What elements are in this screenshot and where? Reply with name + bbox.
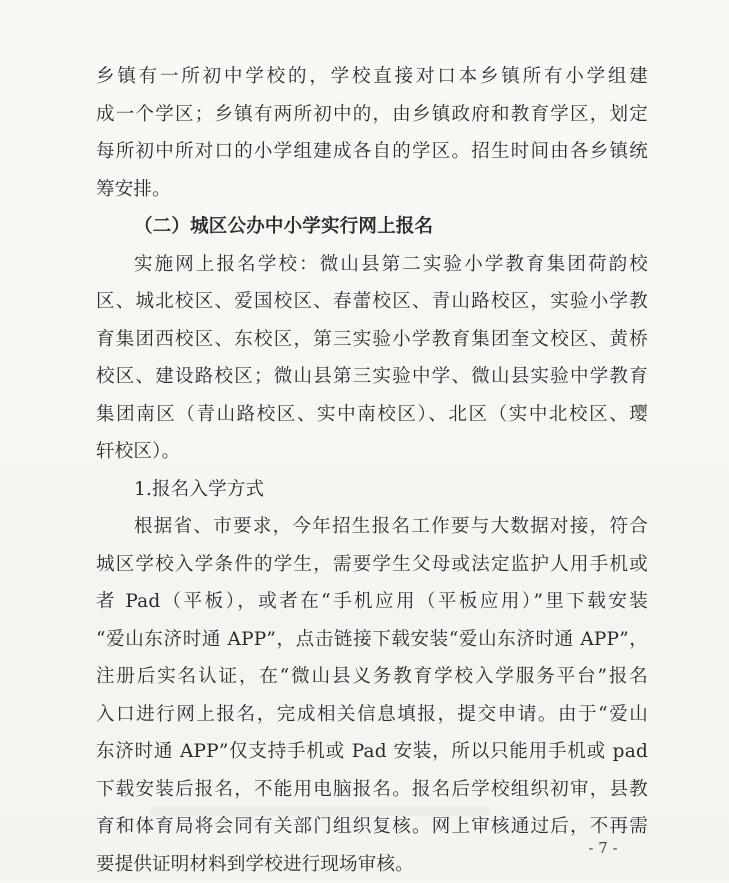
body-line-2: 成一个学区；乡镇有两所初中的，由乡镇政府和教育学区，划定: [96, 96, 648, 134]
body-line-8: 育集团西校区、东校区，第三实验小学教育集团奎文校区、黄桥: [96, 321, 648, 359]
body-line-9: 校区、建设路校区；微山县第三实验中学、微山县实验中学教育: [96, 358, 648, 396]
body-line-10: 集团南区（青山路校区、实中南校区）、北区（实中北校区、璎: [96, 396, 648, 434]
document-body: [96, 58, 648, 883]
section-heading: （二）城区公办中小学实行网上报名: [96, 208, 648, 246]
body-line-18: 入口进行网上报名，完成相关信息填报，提交申请。由于“爱山: [96, 696, 648, 734]
body-line-15: 者 Pad（平板），或者在“手机应用（平板应用）”里下载安装: [96, 583, 648, 621]
scan-artifact: [150, 806, 490, 816]
subsection-heading: 1.报名入学方式: [96, 471, 648, 509]
body-line-4: 筹安排。: [96, 171, 648, 209]
body-line-20: 下载安装后报名，不能用电脑报名。报名后学校组织初审，县教: [96, 771, 648, 809]
page-number: - 7 -: [578, 839, 628, 857]
body-line-16: “爱山东济时通 APP”，点击链接下载安装“爱山东济时通 APP”，: [96, 621, 648, 659]
body-line-19: 东济时通 APP”仅支持手机或 Pad 安装，所以只能用手机或 pad: [96, 733, 648, 771]
body-line-13: 根据省、市要求，今年招生报名工作要与大数据对接，符合: [96, 508, 648, 546]
body-line-21: 育和体育局将会同有关部门组织复核。网上审核通过后，不再需: [96, 808, 648, 846]
body-line-1: 乡镇有一所初中学校的，学校直接对口本乡镇所有小学组建: [96, 58, 648, 96]
body-line-17: 注册后实名认证，在“微山县义务教育学校入学服务平台”报名: [96, 658, 648, 696]
body-line-11: 轩校区）。: [96, 433, 648, 471]
body-line-7: 区、城北校区、爱国校区、春蕾校区、青山路校区，实验小学教: [96, 283, 648, 321]
body-line-22: 要提供证明材料到学校进行现场审核。: [96, 846, 648, 883]
body-line-3: 每所初中所对口的小学组建成各自的学区。招生时间由各乡镇统: [96, 133, 648, 171]
body-line-6: 实施网上报名学校：微山县第二实验小学教育集团荷韵校: [96, 246, 648, 284]
body-line-14: 城区学校入学条件的学生，需要学生父母或法定监护人用手机或: [96, 546, 648, 584]
